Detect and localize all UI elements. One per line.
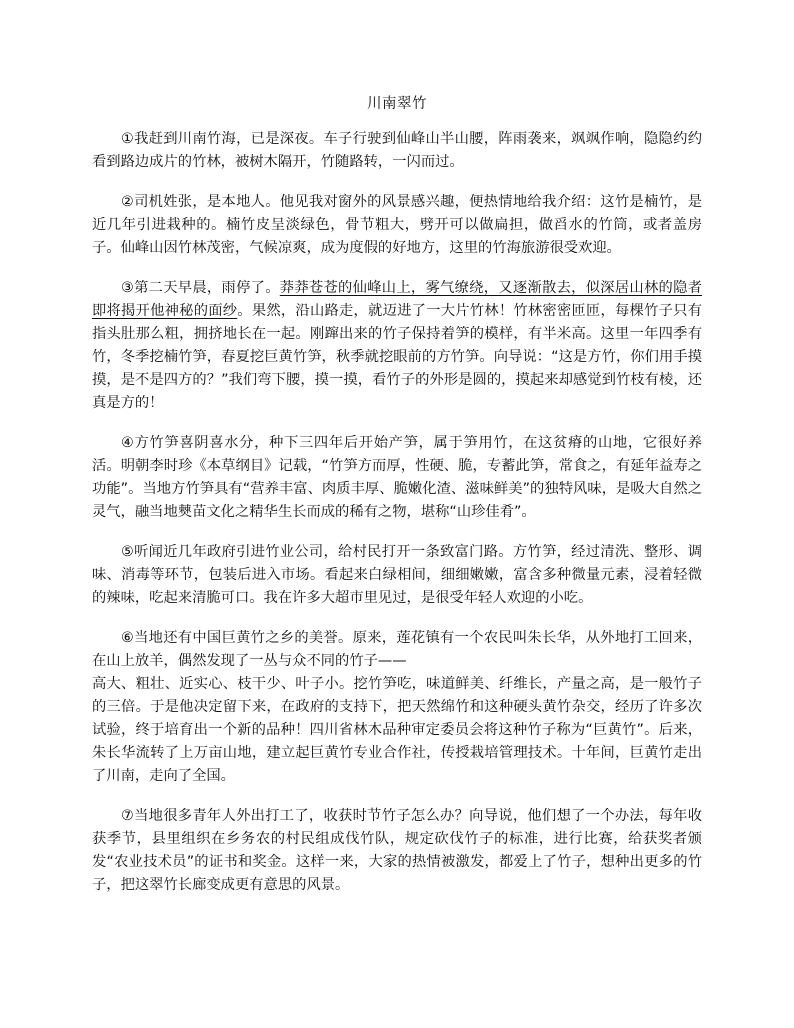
- document-title: 川南翠竹: [367, 96, 427, 112]
- paragraph-4: ④方竹笋喜阴喜水分，种下三四年后开始产笋，属于笋用竹，在这贫瘠的山地，它很好养活。明朝李时珍《本草纲目》记载，“竹笋方而厚，性硬、脆，专蓄此笋，常食之，有延年益寿之功能”。当地方竹笋具有“营养丰富、肉质丰厚、脆嫩化渣、滋味鲜美”的独特风味，是吸大自然之灵气，融当地僰苗文化之精华生长而成的稀有之物，堪称“山珍佳肴”。: [92, 435, 702, 520]
- paragraph-3-rest: 。果然，沿山路走，就迈进了一大片竹林！竹林密密匝匝，每棵竹子只有指头肚那么粗，拥挤地长在一起。刚蹿出来的竹子保持着笋的模样，有半米高。这里一年四季有竹，冬季挖楠竹笋，春夏挖巨黄竹笋，秋季就挖眼前的方竹笋。向导说：“这是方竹，你们用手摸摸，是不是四方的？”我们弯下腰，摸一摸，看竹子的外形是圆的，摸起来却感觉到竹枝有棱，还真是方的！: [92, 303, 703, 411]
- paragraph-6-first: ⑥当地还有中国巨黄竹之乡的美誉。原来，莲花镇有一个农民叫朱长华，从外地打工回来，在山上放羊，偶然发现了一丛与众不同的竹子——: [92, 630, 702, 669]
- paragraph-3-lead: ③第二天早晨，雨停了。: [121, 280, 280, 296]
- paragraph-5: ⑤听闻近几年政府引进竹业公司，给村民打开一条致富门路。方竹笋，经过清洗、整形、调味、消毒等环节，包装后进入市场。看起来白绿相间，细细嫩嫩，富含多种微量元素，浸着轻微的辣味，吃起来清脆可口。我在许多大超市里见过，是很受年轻人欢迎的小吃。: [92, 544, 702, 606]
- paragraph-7: ⑦当地很多青年人外出打工了，收获时节竹子怎么办？向导说，他们想了一个办法，每年收获季节，县里组织在乡务农的村民组成伐竹队，规定砍伐竹子的标准，进行比赛，给获奖者颁发“农业技术员”的证书和奖金。这样一来，大家的热情被激发，都爱上了竹子，想种出更多的竹子，把这翠竹长廊变成更有意思的风景。: [92, 808, 702, 893]
- article-body: [92, 128, 702, 914]
- paragraph-6: [92, 627, 702, 788]
- underlined-sentence: 莽莽苍苍的仙峰山上，雾气缭绕，又逐渐散去，似深居山林的隐者即将揭开他神秘的面纱: [92, 280, 702, 319]
- paragraph-2: ②司机姓张，是本地人。他见我对窗外的风景感兴趣，便热情地给我介绍：这竹是楠竹，是近几年引进栽种的。楠竹皮呈淡绿色，骨节粗大，劈开可以做扁担，做舀水的竹筒，或者盖房子。仙峰山因竹林茂密，气候凉爽，成为度假的好地方，这里的竹海旅游很受欢迎。: [92, 194, 702, 256]
- paragraph-1: ①我赶到川南竹海，已是深夜。车子行驶到仙峰山半山腰，阵雨袭来，飒飒作响，隐隐约约看到路边成片的竹林，被树木隔开，竹随路转，一闪而过。: [92, 131, 702, 170]
- paragraph-3: [92, 277, 702, 415]
- paragraph-6-rest: 高大、粗壮、近实心、枝干少、叶子小。挖竹笋吃，味道鲜美、纤维长，产量之高，是一般竹子的三倍。于是他决定留下来，在政府的支持下，把天然绵竹和这种硬头黄竹杂交，经历了许多次试验，终于培育出一个新的品种！四川省林木品种审定委员会将这种竹子称为“巨黄竹”。后来，朱长华流转了上万亩山地，建立起巨黄竹专业合作社，传授栽培管理技术。十年间，巨黄竹走出了川南，走向了全国。: [92, 676, 702, 784]
